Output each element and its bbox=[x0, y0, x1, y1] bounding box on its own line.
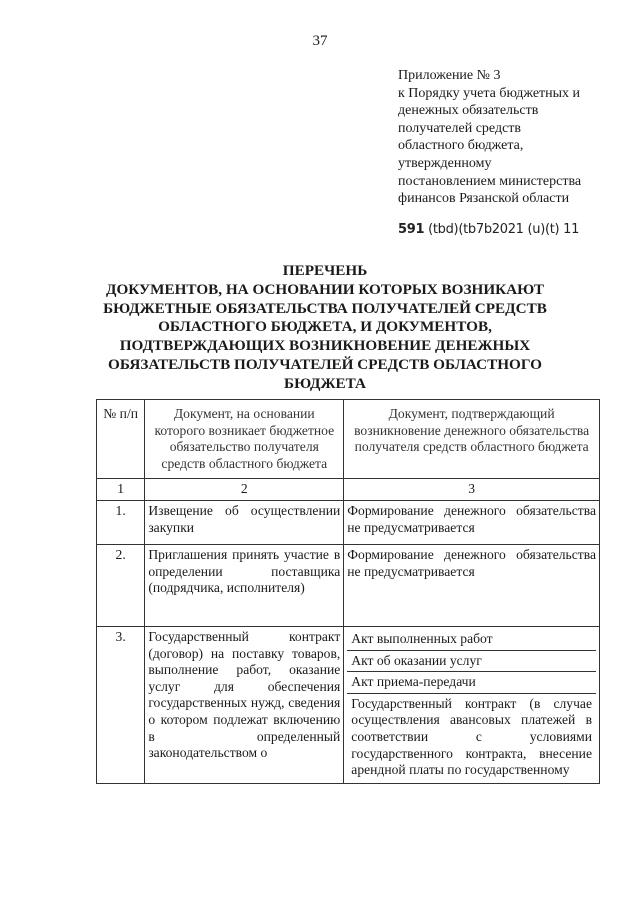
header-basis-document: Документ, на основании которого возникает бюджетное обязательство получателя средств областного бюджета bbox=[145, 400, 344, 479]
row-number: 1. bbox=[97, 500, 145, 544]
header-confirm-document: Документ, подтверждающий возникновение денежного обязательства получателя средств областного бюджета bbox=[344, 400, 600, 479]
confirm-document: Акт об оказании услуг bbox=[347, 651, 596, 673]
column-numbers-row bbox=[97, 479, 600, 501]
column-number: 1 bbox=[97, 479, 145, 501]
confirm-document: Формирование денежного обязательства не предусматривается bbox=[344, 500, 600, 544]
title-line: ОБЯЗАТЕЛЬСТВ ПОЛУЧАТЕЛЕЙ СРЕДСТВ ОБЛАСТНОГО bbox=[108, 355, 542, 373]
table-row bbox=[97, 500, 600, 544]
column-number: 2 bbox=[145, 479, 344, 501]
row-number: 3. bbox=[97, 626, 145, 783]
appendix-line: получателей средств bbox=[398, 120, 522, 136]
header-number: № п/п bbox=[97, 400, 145, 479]
title-line: ОБЛАСТНОГО БЮДЖЕТА, И ДОКУМЕНТОВ, bbox=[158, 318, 492, 336]
document-number bbox=[398, 222, 579, 237]
appendix-line: финансов Рязанской области bbox=[398, 191, 570, 207]
title-line: БЮДЖЕТА bbox=[284, 374, 366, 392]
document-number-rest: (tbd)(tb7b2021 (u)(t) 11 bbox=[424, 222, 580, 237]
appendix-line: постановлением министерства bbox=[398, 173, 582, 189]
column-number: 3 bbox=[344, 479, 600, 501]
documents-table bbox=[96, 399, 600, 784]
basis-document: Извещение об осуществлении закупки bbox=[145, 500, 344, 544]
table-row bbox=[97, 626, 600, 783]
appendix-block bbox=[398, 67, 628, 208]
basis-document: Приглашения принять участие в определении поставщика (подрядчика, исполнителя) bbox=[145, 544, 344, 626]
confirm-document: Акт приема-передачи bbox=[347, 672, 596, 694]
row-number: 2. bbox=[97, 544, 145, 626]
appendix-line: утвержденному bbox=[398, 155, 492, 171]
confirm-document: Государственный контракт (в случае осуществления авансовых платежей в соответствии с условиями государственного контракта, внесение арендной платы по государственному bbox=[351, 695, 592, 778]
title-line: ПОДТВЕРЖДАЮЩИХ ВОЗНИКНОВЕНИЕ ДЕНЕЖНЫХ bbox=[119, 337, 531, 355]
title-line: ПЕРЕЧЕНЬ bbox=[282, 262, 368, 279]
document-title bbox=[90, 262, 560, 394]
page-number: 37 bbox=[312, 33, 328, 49]
confirm-document: Формирование денежного обязательства не предусматривается bbox=[344, 544, 600, 626]
appendix-line: денежных обязательств bbox=[398, 103, 539, 119]
appendix-line: к Порядку учета бюджетных и bbox=[398, 85, 581, 101]
table-row bbox=[97, 544, 600, 626]
appendix-line: Приложение № 3 bbox=[398, 68, 501, 83]
document-number-prefix: 591 bbox=[398, 222, 425, 237]
confirm-document: Акт выполненных работ bbox=[347, 629, 596, 651]
title-line: ДОКУМЕНТОВ, НА ОСНОВАНИИ КОТОРЫХ ВОЗНИКАЮТ bbox=[106, 280, 544, 298]
title-line: БЮДЖЕТНЫЕ ОБЯЗАТЕЛЬСТВА ПОЛУЧАТЕЛЕЙ СРЕДСТВ bbox=[103, 299, 547, 317]
confirm-document-list bbox=[344, 626, 600, 783]
appendix-line: областного бюджета, bbox=[398, 138, 524, 154]
basis-document: Государственный контракт (договор) на поставку товаров, выполнение работ, оказание услуг для обеспечения государственных нужд, сведения о котором подлежат включению в определенный законодательством о bbox=[145, 626, 344, 783]
table-header-row bbox=[97, 400, 600, 479]
